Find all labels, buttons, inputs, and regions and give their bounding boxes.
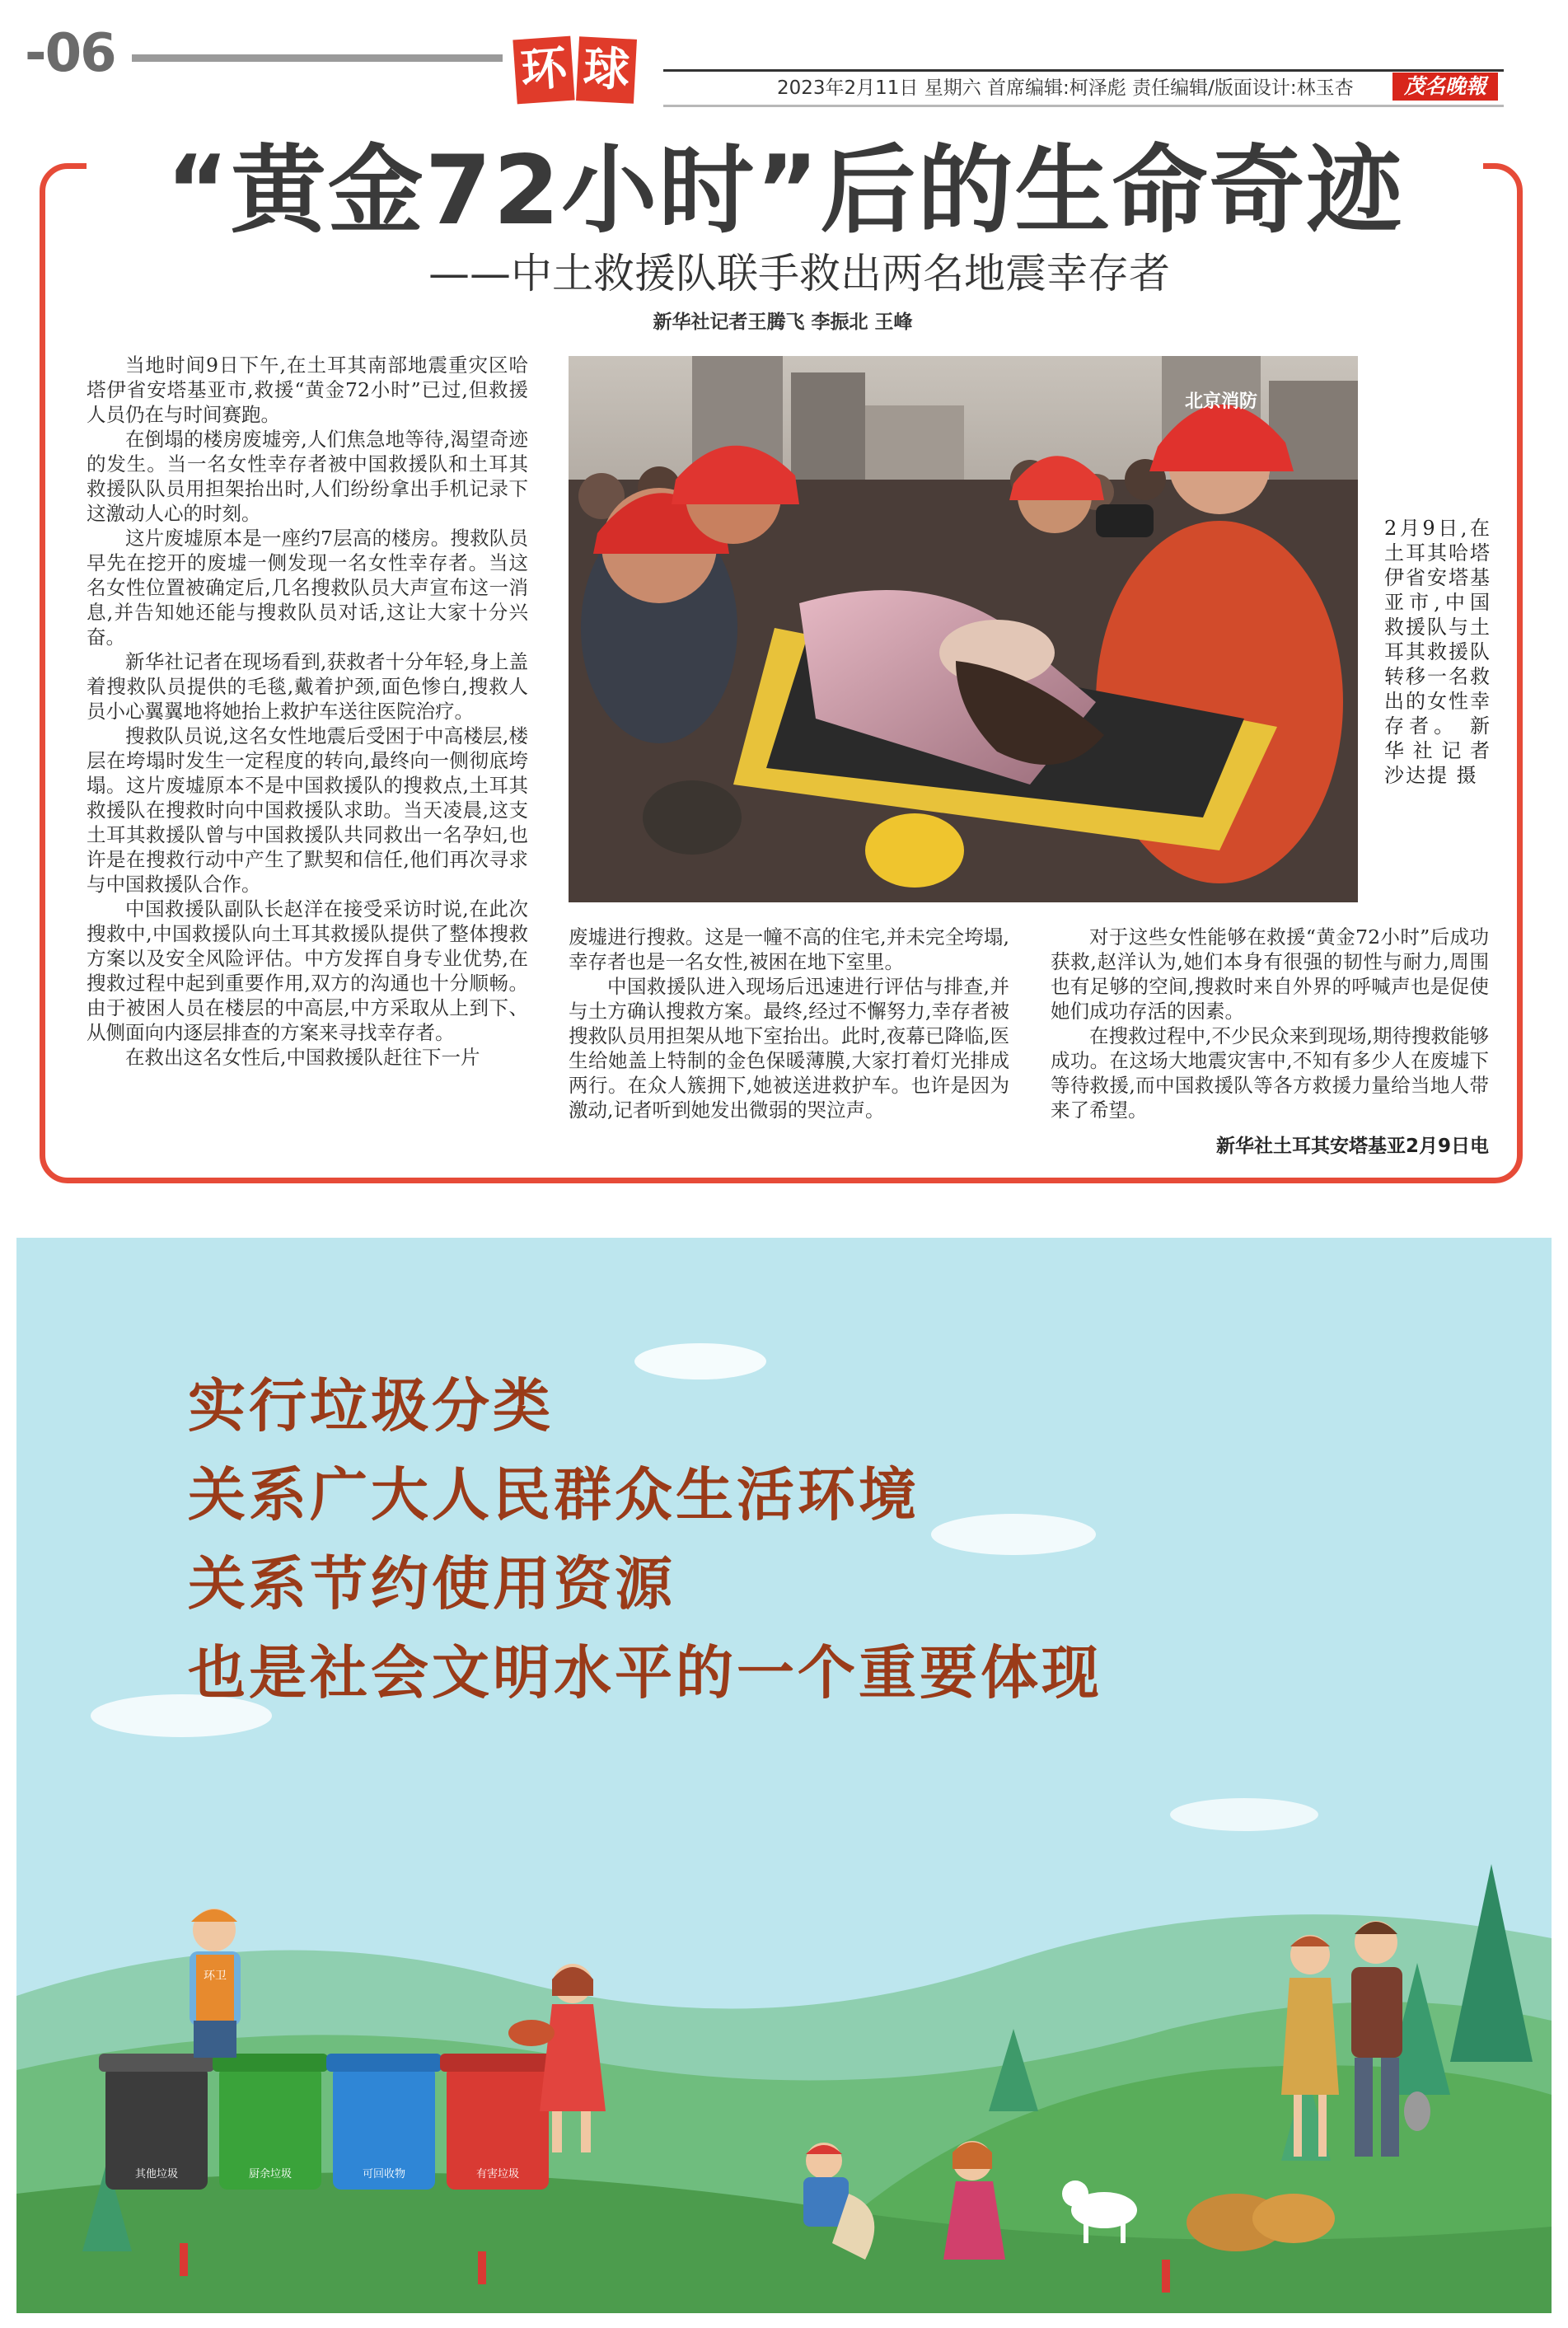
paragraph: 在倒塌的楼房废墟旁,人们焦急地等待,渴望奇迹的发生。当一名女性幸存者被中国救援队和土耳其救援队队员用担架抬出时,人们纷纷拿出手机记录下这激动人心的时刻。	[87, 428, 528, 525]
article-byline: 新华社记者王腾飞 李振北 王峰	[653, 311, 913, 333]
header-rule	[132, 54, 503, 62]
bin-hazardous	[440, 2054, 555, 2190]
rescue-photo-graphic	[569, 356, 1358, 902]
poster-slogan	[188, 1361, 1102, 1717]
issue-meta: 2023年2月11日 星期六 首席编辑:柯泽彪 责任编辑/版面设计:林玉杏	[777, 77, 1354, 99]
paragraph: 中国救援队副队长赵洋在接受采访时说,在此次搜救中,中国救援队向土耳其救援队提供了整体搜救方案以及安全风险评估。中方发挥自身专业优势,在搜救过程中起到重要作用,双方的沟通也十分顺畅。由于被困人员在楼层的中高层,中方采取从上到下、从侧面向内逐层排查的方案来寻找幸存者。	[87, 897, 528, 1044]
section-tag-char: 球	[576, 36, 637, 104]
article-subtitle: ——中土救援队联手救出两名地震幸存者	[428, 250, 1170, 297]
paragraph: 废墟进行搜救。这是一幢不高的住宅,并未完全垮塌,幸存者也是一名女性,被困在地下室里。	[569, 925, 1009, 973]
bin-other	[99, 2054, 214, 2190]
paragraph: 这片废墟原本是一座约7层高的楼房。搜救队员早先在挖开的废墟一侧发现一名女性幸存者。当这名女性位置被确定后,几名搜救队员大声宣布这一消息,并告知她还能与搜救队员对话,这让大家十分兴奋。	[87, 527, 528, 649]
paragraph: 当地时间9日下午,在土耳其南部地震重灾区哈塔伊省安塔基亚市,救援“黄金72小时”已过,但救援人员仍在与时间赛跑。	[87, 354, 528, 426]
paper-logo: 茂名晚報	[1392, 73, 1498, 101]
slogan-line: 也是社会文明水平的一个重要体现	[188, 1638, 1102, 1707]
section-tag	[515, 33, 643, 107]
article-column-3	[1051, 925, 1489, 1122]
bin-label: 有害垃圾	[475, 2168, 520, 2180]
paragraph: 中国救援队进入现场后迅速进行评估与排查,并与土方确认搜救方案。最终,经过不懈努力,幸存者被搜救队员用担架从地下室抬出。此时,夜幕已降临,医生给她盖上特制的金色保暖薄膜,大家打着灯光排成两行。在众人簇拥下,她被送进救护车。也许是因为激动,记者听到她发出微弱的哭泣声。	[569, 975, 1009, 1122]
slogan-line: 实行垃圾分类	[188, 1371, 554, 1440]
dateline: 新华社土耳其安塔基亚2月9日电	[1215, 1136, 1489, 1157]
paragraph: 在救出这名女性后,中国救援队赶往下一片	[125, 1046, 480, 1069]
article-column-2	[569, 925, 1009, 1122]
paragraph: 对于这些女性能够在救援“黄金72小时”后成功获救,赵洋认为,她们本身有很强的韧性与耐力,周围也有足够的空间,搜救时来自外界的呼喊声也是促使她们成功存活的因素。	[1051, 925, 1489, 1023]
garbage-sorting-poster	[16, 1238, 1552, 2313]
bin-recyclable	[326, 2054, 442, 2190]
bin-kitchen	[213, 2054, 328, 2190]
sanitation-worker	[190, 1909, 241, 2058]
page-number: -06	[25, 23, 115, 84]
article-title: “黄金72小时”后的生命奇迹	[166, 135, 1404, 246]
helmet-text: 北京消防	[1184, 391, 1258, 412]
paragraph: 新华社记者在现场看到,获救者十分年轻,身上盖着搜救队员提供的毛毯,戴着护颈,面色惨白,搜救人员小心翼翼地将她抬上救护车送往医院治疗。	[87, 650, 528, 723]
paragraph: 搜救队员说,这名女性地震后受困于中高楼层,楼层在垮塌时发生一定程度的转向,最终向一侧彻底垮塌。这片废墟原本不是中国救援队的搜救点,土耳其救援队在搜救时向中国救援队求助。当天凌晨,这支土耳其救援队曾与中国救援队共同救出一名孕妇,也许是在搜救行动中产生了默契和信任,他们再次寻求与中国救援队合作。	[87, 724, 528, 896]
photo-caption: 2月9日,在土耳其哈塔伊省安塔基亚市,中国救援队与土耳其救援队转移一名救出的女性幸存者。 新华社记者 沙达提 摄	[1384, 517, 1491, 787]
slogan-line: 关系节约使用资源	[188, 1549, 676, 1618]
bin-label: 其他垃圾	[134, 2168, 179, 2180]
bin-label: 厨余垃圾	[248, 2168, 293, 2180]
header-band	[663, 69, 1504, 107]
worker-badge: 环卫	[204, 1970, 227, 1983]
slogan-line: 关系广大人民群众生活环境	[188, 1460, 920, 1529]
paragraph: 在搜救过程中,不少民众来到现场,期待搜救能够成功。在这场大地震灾害中,不知有多少人在废墟下等待救援,而中国救援队等各方救援力量给当地人带来了希望。	[1051, 1024, 1489, 1122]
bin-label: 可回收物	[362, 2168, 406, 2180]
section-tag-char: 环	[513, 36, 574, 105]
rescue-photo	[569, 356, 1358, 902]
article-column-1	[87, 353, 528, 1070]
